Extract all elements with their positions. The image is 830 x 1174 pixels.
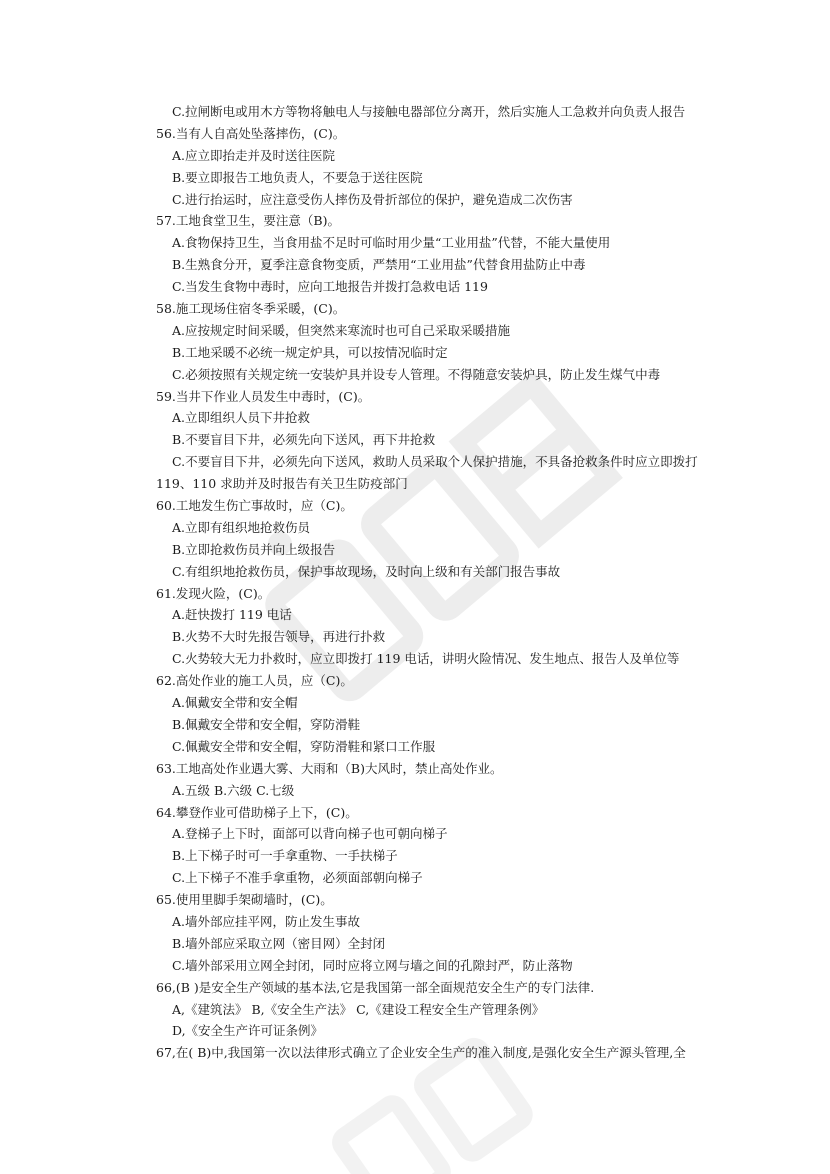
option-line: C.佩戴安全带和安全帽，穿防滑鞋和紧口工作服 <box>172 738 436 754</box>
option-line: C.火势较大无力扑救时，应立即拨打 119 电话，讲明火险情况、发生地点、报告人及单位等 <box>172 651 680 667</box>
option-line: A.佩戴安全带和安全帽 <box>172 695 298 711</box>
question-list <box>156 101 716 1064</box>
option-line: A.墙外部应挂平网，防止发生事故 <box>172 913 361 929</box>
option-line: D,《安全生产许可证条例》 <box>172 1023 324 1039</box>
option-line: A,《建筑法》 B,《安全生产法》 C,《建设工程安全生产管理条例》 <box>172 1001 545 1017</box>
question-line: 61.发现火险，(C)。 <box>156 585 271 601</box>
question-line: 62.高处作业的施工人员，应（C)。 <box>156 673 353 689</box>
option-line: C.墙外部采用立网全封闭，同时应将立网与墙之间的孔隙封严，防止落物 <box>172 957 573 973</box>
option-line: B.上下梯子时可一手拿重物、一手扶梯子 <box>172 848 398 864</box>
continuation-line: 119、110 求助并及时报告有关卫生防疫部门 <box>156 476 408 492</box>
question-line: 64.攀登作业可借助梯子上下，(C)。 <box>156 804 358 820</box>
option-line: B.要立即报告工地负责人，不要急于送往医院 <box>172 169 423 185</box>
question-line: 59.当井下作业人员发生中毒时，(C)。 <box>156 388 371 404</box>
option-line: B.生熟食分开，夏季注意食物变质，严禁用“工业用盐”代替食用盐防止中毒 <box>172 257 586 273</box>
option-line: A.登梯子上下时，面部可以背向梯子也可朝向梯子 <box>172 826 448 842</box>
option-line: A.食物保持卫生，当食用盐不足时可临时用少量“工业用盐”代替，不能大量使用 <box>172 235 611 251</box>
question-line: 67,在( B)中,我国第一次以法律形式确立了企业安全生产的准入制度,是强化安全生产源头管理,全 <box>156 1045 686 1061</box>
option-line: B.工地采暖不必统一规定炉具，可以按情况临时定 <box>172 344 448 360</box>
option-line: C.进行抬运时，应注意受伤人摔伤及骨折部位的保护，避免造成二次伤害 <box>172 191 573 207</box>
option-line: A.立即有组织地抢救伤员 <box>172 519 311 535</box>
question-line: 65.使用里脚手架砌墙时，(C)。 <box>156 892 333 908</box>
option-line: A.应按规定时间采暖，但突然来寒流时也可自己采取采暖措施 <box>172 322 511 338</box>
question-line: 58.施工现场住宿冬季采暖，(C)。 <box>156 301 346 317</box>
option-line: C.当发生食物中毒时，应向工地报告并拨打急救电话 119 <box>172 279 488 295</box>
option-line: B.火势不大时先报告领导，再进行扑救 <box>172 629 386 645</box>
option-line: B.不要盲目下井，必须先向下送风，再下井抢救 <box>172 432 436 448</box>
option-line: A.应立即抬走并及时送往医院 <box>172 147 336 163</box>
question-line: 63.工地高处作业遇大雾、大雨和（B)大风时，禁止高处作业。 <box>156 760 503 776</box>
option-line: B.佩戴安全带和安全帽，穿防滑鞋 <box>172 716 361 732</box>
option-line: B.墙外部应采取立网（密目网）全封闭 <box>172 935 386 951</box>
question-line: 57.工地食堂卫生，要注意（B)。 <box>156 213 340 229</box>
option-line: C.不要盲目下井，必须先向下送风，救助人员采取个人保护措施，不具备抢救条件时应立即拨打 <box>172 454 698 470</box>
option-line: A.立即组织人员下井抢救 <box>172 410 311 426</box>
option-line: A.五级 B.六级 C.七级 <box>172 782 295 798</box>
option-line: C.上下梯子不准手拿重物，必须面部朝向梯子 <box>172 870 423 886</box>
question-line: 56.当有人自高处坠落摔伤，(C)。 <box>156 125 346 141</box>
question-line: 60.工地发生伤亡事故时，应（C)。 <box>156 498 353 514</box>
option-line: A.赶快拨打 119 电话 <box>172 607 292 623</box>
question-line: 66,(B )是安全生产领域的基本法,它是我国第一部全面规范安全生产的专门法律. <box>156 979 595 995</box>
option-line: C.有组织地抢救伤员，保护事故现场，及时向上级和有关部门报告事故 <box>172 563 561 579</box>
option-line: B.立即抢救伤员并向上级报告 <box>172 541 336 557</box>
option-line: C.拉闸断电或用木方等物将触电人与接触电器部位分离开，然后实施人工急救并向负责人报告 <box>172 104 686 119</box>
option-line: C.必须按照有关规定统一安装炉具并设专人管理。不得随意安装炉具，防止发生煤气中毒 <box>172 366 661 382</box>
